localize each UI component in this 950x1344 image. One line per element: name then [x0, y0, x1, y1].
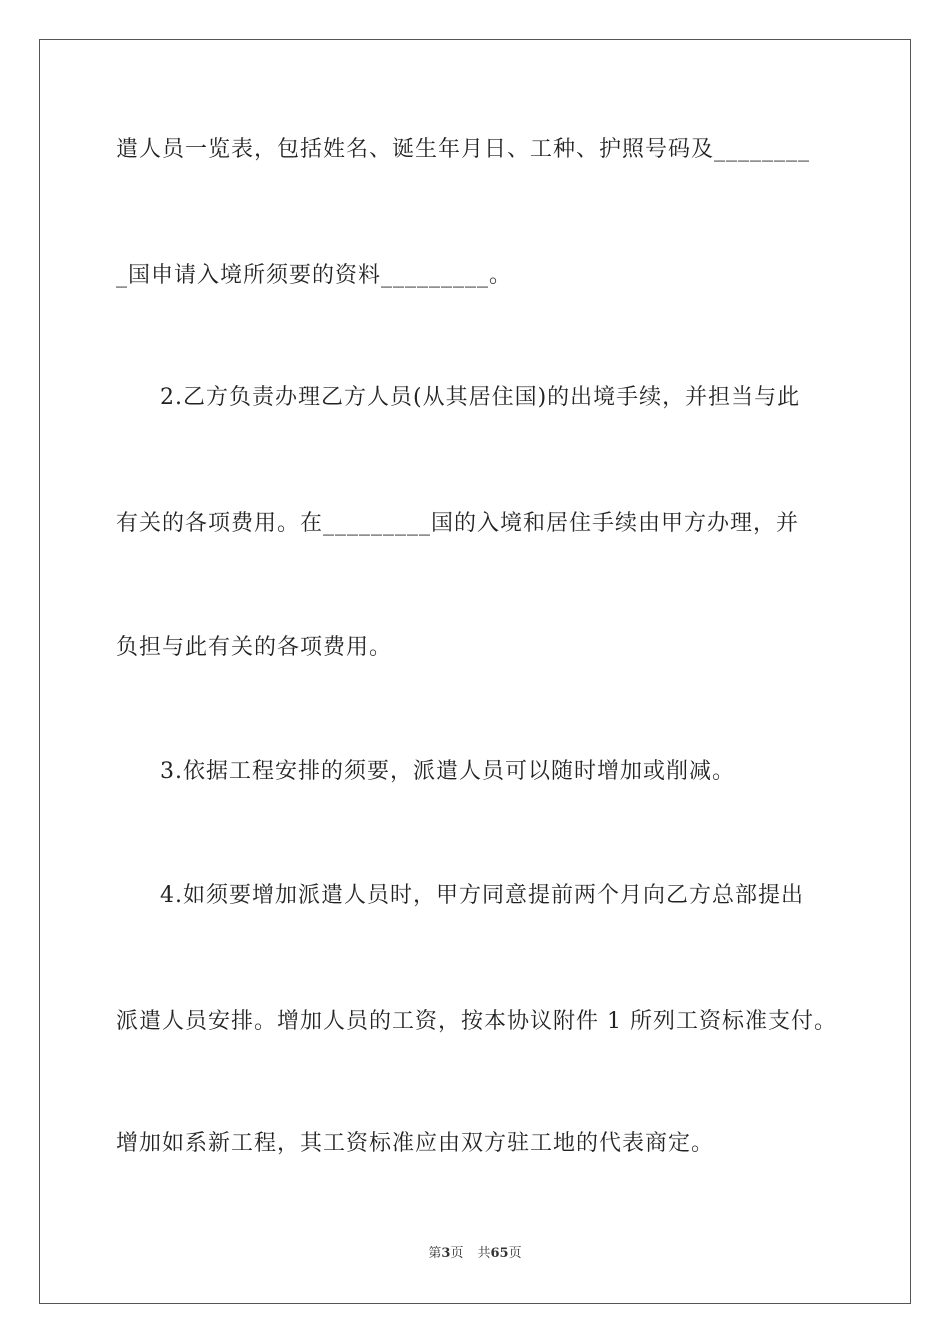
total-suffix: 页: [508, 1246, 522, 1261]
total-prefix: 共: [477, 1246, 491, 1261]
paragraph-line-7: 4.如须要增加派遣人员时，甲方同意提前两个月向乙方总部提出: [160, 883, 804, 908]
paragraph-line-3: 2.乙方负责办理乙方人员(从其居住国)的出境手续，并担当与此: [160, 385, 801, 410]
page-footer: [0, 1245, 950, 1263]
paragraph-line-1: 遣人员一览表，包括姓名、诞生年月日、工种、护照号码及________: [116, 137, 811, 162]
paragraph-line-9: 增加如系新工程，其工资标准应由双方驻工地的代表商定。: [116, 1131, 715, 1156]
page-border: [39, 39, 911, 1304]
paragraph-line-5: 负担与此有关的各项费用。: [116, 635, 393, 660]
paragraph-line-8: 派遣人员安排。增加人员的工资，按本协议附件 1 所列工资标准支付。: [116, 1009, 837, 1034]
paragraph-line-6: 3.依据工程安排的须要，派遣人员可以随时增加或削减。: [160, 759, 735, 784]
total-pages: 65: [490, 1246, 509, 1261]
page-prefix: 第: [428, 1246, 442, 1261]
paragraph-line-2: _国申请入境所须要的资料_________。: [116, 263, 513, 288]
page-number: 3: [441, 1246, 451, 1261]
page-suffix: 页: [450, 1246, 464, 1261]
paragraph-line-4: 有关的各项费用。在_________国的入境和居住手续由甲方办理，并: [116, 511, 800, 536]
